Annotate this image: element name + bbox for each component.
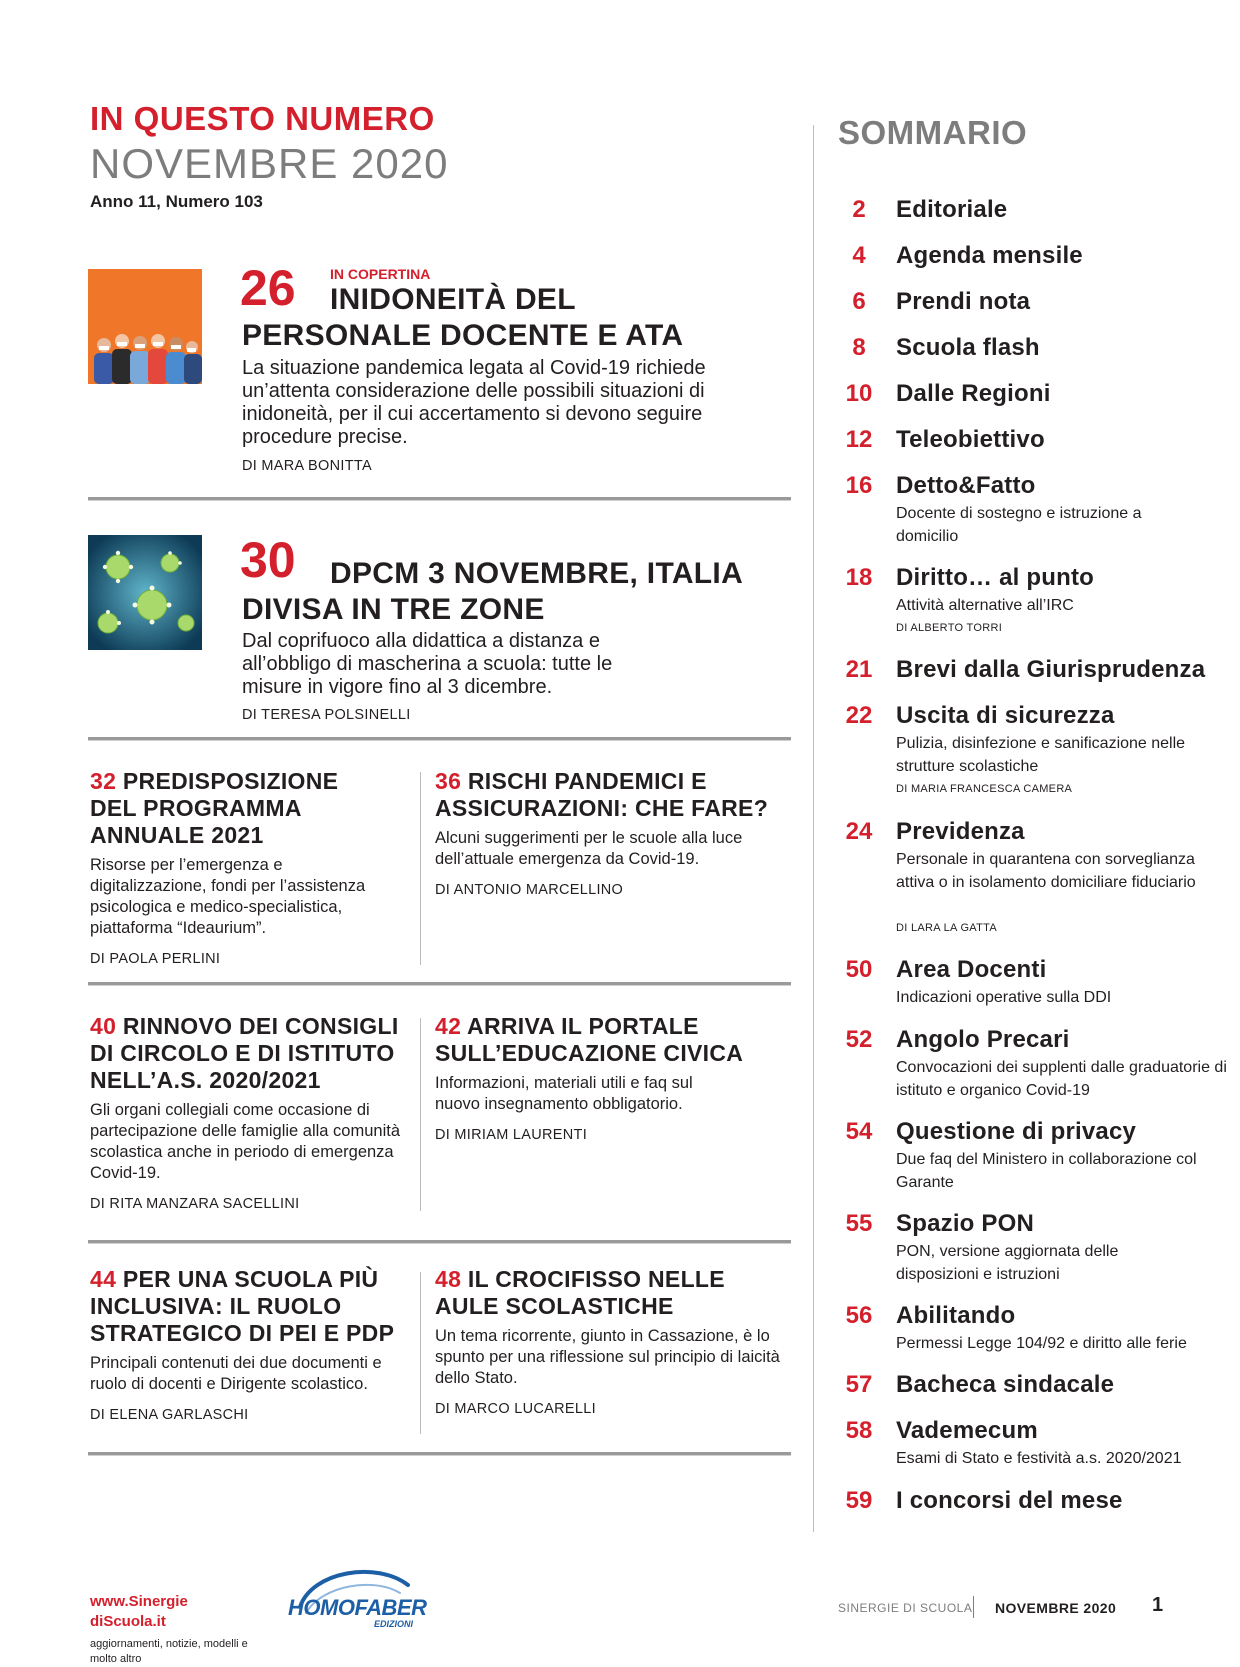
sommario-item-title: Bacheca sindacale — [896, 1371, 1115, 1398]
cover-author: DI MARA BONITTA — [242, 458, 372, 474]
cover-title-line1[interactable]: INIDONEITÀ DEL — [330, 283, 576, 316]
article-title-line1: RISCHI PANDEMICI E — [467, 768, 707, 794]
issue-month: NOVEMBRE 2020 — [90, 140, 449, 187]
sommario-item-desc: Permessi Legge 104/92 e diritto alle ferie — [896, 1335, 1187, 1352]
cover-title-line2[interactable]: PERSONALE DOCENTE E ATA — [242, 319, 684, 352]
article-author: DI ELENA GARLASCHI — [90, 1407, 249, 1423]
sommario-page: 58 — [845, 1417, 873, 1444]
sommario-item-title: Scuola flash — [896, 334, 1040, 361]
article-title-line2: AULE SCOLASTICHE — [435, 1293, 674, 1319]
sommario-item-title: Vademecum — [896, 1417, 1038, 1444]
article-title-line1: RINNOVO DEI CONSIGLI — [122, 1013, 399, 1039]
feature-lead: Dal coprifuoco alla didattica a distanza e all’obbligo di mascherina a scuola: tutte le misure in vigore fino al 3 dicembre. — [242, 630, 613, 698]
column-divider — [420, 1018, 421, 1211]
article-title-line1: PER UNA SCUOLA PIÙ — [122, 1266, 379, 1292]
sommario-item-desc: Docente di sostegno e istruzione a domicilio — [896, 505, 1142, 545]
article-summary: Principali contenuti dei due documenti e ruolo di docenti e Dirigente scolastico. — [90, 1354, 382, 1393]
sommario-item-title: Previdenza — [896, 818, 1025, 845]
article-summary: Gli organi collegiali come occasione di partecipazione delle famiglie alla comunità scolastica anche in periodo di emergenza Covid-19. — [90, 1101, 401, 1182]
article-author: DI PAOLA PERLINI — [90, 951, 221, 967]
article-page-number: 44 — [90, 1266, 117, 1292]
sommario-item-title: Detto&Fatto — [896, 472, 1036, 499]
article-title-line2: ASSICURAZIONI: CHE FARE? — [435, 795, 769, 821]
sommario-page: 21 — [845, 656, 873, 683]
article-page-number: 32 — [90, 768, 117, 794]
sidebar-divider — [813, 125, 814, 1532]
sommario-item-title: Angolo Precari — [896, 1026, 1070, 1053]
sommario-item-title: Spazio PON — [896, 1210, 1035, 1237]
sommario-item-desc: Indicazioni operative sulla DDI — [896, 989, 1112, 1006]
magazine-name: SINERGIE DI SCUOLA — [838, 1601, 973, 1615]
feature-title-line2[interactable]: DIVISA IN TRE ZONE — [242, 593, 545, 626]
feature-illustration[interactable] — [88, 535, 202, 650]
sommario-item-author: DI MARIA FRANCESCA CAMERA — [896, 783, 1073, 795]
sommario-page: 55 — [845, 1210, 873, 1237]
sommario-page: 57 — [845, 1371, 873, 1398]
column-divider — [420, 772, 421, 965]
article-summary: Alcuni suggerimenti per le scuole alla luce dell’attuale emergenza da Covid-19. — [435, 829, 743, 868]
people-masks-icon — [88, 269, 202, 384]
section-divider — [88, 1452, 791, 1456]
sommario-item-desc: PON, versione aggiornata delle disposizioni e istruzioni — [896, 1243, 1119, 1283]
sommario-item-desc: Due faq del Ministero in collaborazione col Garante — [896, 1151, 1197, 1191]
feature-author: DI TERESA POLSINELLI — [242, 707, 411, 723]
article-page-number: 40 — [90, 1013, 117, 1039]
sommario-page: 4 — [852, 242, 866, 269]
page-number: 1 — [1152, 1594, 1164, 1616]
section-divider — [88, 1240, 791, 1244]
sommario-page: 24 — [845, 818, 873, 845]
article-title-line1: PREDISPOSIZIONE — [122, 768, 339, 794]
sommario-page: 8 — [852, 334, 866, 361]
sommario-item-author: DI ALBERTO TORRI — [896, 622, 1003, 634]
article-page-number: 36 — [435, 768, 462, 794]
publisher-name: HOMOFABER — [288, 1595, 427, 1620]
sommario-page: 54 — [845, 1118, 873, 1145]
sommario-page: 10 — [845, 380, 873, 407]
article-author: DI MARCO LUCARELLI — [435, 1401, 596, 1417]
section-divider — [88, 497, 791, 501]
sommario-page: 6 — [852, 288, 866, 315]
virus-icon — [88, 535, 202, 650]
sommario-item-title: Teleobiettivo — [896, 426, 1045, 453]
publisher-subname: EDIZIONI — [374, 1619, 414, 1629]
sommario-item-desc: Convocazioni dei supplenti dalle graduatorie di istituto e organico Covid-19 — [896, 1059, 1227, 1099]
website-link[interactable]: www.Sinergie — [90, 1593, 188, 1610]
sommario-item-title: Dalle Regioni — [896, 380, 1051, 407]
footer-month: NOVEMBRE 2020 — [995, 1600, 1117, 1616]
section-divider — [88, 982, 791, 986]
cover-lead: La situazione pandemica legata al Covid-19 richiede un’attenta considerazione delle possibili situazioni di inidoneità, per il cui accertamento si devono seguire procedure precise. — [242, 357, 706, 448]
sommario-item-title: Abilitando — [896, 1302, 1016, 1329]
cover-label: IN COPERTINA — [330, 266, 431, 282]
publisher-logo — [282, 1563, 427, 1633]
sommario-item-title: Prendi nota — [896, 288, 1031, 315]
sommario-item-title: Uscita di sicurezza — [896, 702, 1115, 729]
sommario-item-title: Diritto… al punto — [896, 564, 1095, 591]
article-title-line2: DEL PROGRAMMA — [90, 795, 302, 821]
sommario-title: SOMMARIO — [838, 114, 1028, 151]
article-card[interactable] — [435, 768, 775, 898]
sommario-item-title: I concorsi del mese — [896, 1487, 1123, 1514]
issue-number: Anno 11, Numero 103 — [90, 192, 263, 211]
article-card[interactable] — [435, 1013, 775, 1143]
article-title-line1: ARRIVA IL PORTALE — [467, 1013, 699, 1039]
article-title-line2: INCLUSIVA: IL RUOLO — [90, 1293, 342, 1319]
feature-page-number: 30 — [240, 532, 296, 588]
issue-kicker: IN QUESTO NUMERO — [90, 100, 435, 137]
article-page-number: 42 — [435, 1013, 462, 1039]
sommario-page: 16 — [845, 472, 873, 499]
sommario-item-title: Brevi dalla Giurisprudenza — [896, 656, 1206, 683]
cover-page-number: 26 — [240, 260, 296, 316]
section-divider — [88, 737, 791, 741]
article-card[interactable] — [90, 1013, 415, 1212]
article-title-line2: SULL’EDUCAZIONE CIVICA — [435, 1040, 744, 1066]
sommario-page: 59 — [845, 1487, 873, 1514]
sommario-item-title: Questione di privacy — [896, 1118, 1137, 1145]
article-author: DI ANTONIO MARCELLINO — [435, 882, 624, 898]
article-author: DI MIRIAM LAURENTI — [435, 1127, 588, 1143]
sommario-page: 50 — [845, 956, 873, 983]
sommario-item-title: Editoriale — [896, 196, 1008, 223]
sommario-item-desc: Attività alternative all’IRC — [896, 597, 1074, 614]
article-title-line2: DI CIRCOLO E DI ISTITUTO — [90, 1040, 395, 1066]
sommario-page: 52 — [845, 1026, 873, 1053]
sommario-item-desc: Pulizia, disinfezione e sanificazione nelle strutture scolastiche — [896, 735, 1186, 775]
sommario-item-title: Area Docenti — [896, 956, 1047, 983]
article-title-line1: IL CROCIFISSO NELLE — [467, 1266, 725, 1292]
website-link-continued[interactable]: diScuola.it — [90, 1613, 166, 1630]
sommario-item-title: Agenda mensile — [896, 242, 1083, 269]
feature-title-line1[interactable]: DPCM 3 NOVEMBRE, ITALIA — [330, 557, 744, 590]
footer-separator — [973, 1596, 974, 1618]
article-author: DI RITA MANZARA SACELLINI — [90, 1196, 300, 1212]
article-page-number: 48 — [435, 1266, 462, 1292]
website-tagline: aggiornamenti, notizie, modelli e molto altro — [90, 1638, 248, 1665]
article-card[interactable] — [90, 768, 410, 967]
article-summary: Risorse per l’emergenza e digitalizzazione, fondi per l’assistenza psicologica e medico-specialistica, piattaforma “Ideaurium”. — [90, 856, 366, 937]
sommario-page: 12 — [845, 426, 873, 453]
article-title-line3: ANNUALE 2021 — [90, 822, 264, 848]
column-divider — [420, 1272, 421, 1434]
article-card[interactable] — [435, 1266, 780, 1417]
sommario-item-author: DI LARA LA GATTA — [896, 922, 997, 934]
cover-illustration[interactable] — [88, 269, 202, 384]
article-title-line3: STRATEGICO DI PEI E PDP — [90, 1320, 395, 1346]
article-summary: Informazioni, materiali utili e faq sul nuovo insegnamento obbligatorio. — [435, 1074, 693, 1113]
sommario-page: 2 — [852, 196, 866, 223]
article-card[interactable] — [90, 1266, 415, 1423]
sommario-page: 56 — [845, 1302, 873, 1329]
sommario-page: 18 — [845, 564, 873, 591]
sommario-item-desc: Esami di Stato e festività a.s. 2020/2021 — [896, 1450, 1182, 1467]
article-title-line3: NELL’A.S. 2020/2021 — [90, 1067, 321, 1093]
article-summary: Un tema ricorrente, giunto in Cassazione, è lo spunto per una riflessione sul principio di laicità dello Stato. — [435, 1327, 780, 1387]
sommario-item-desc: Personale in quarantena con sorveglianza attiva o in isolamento domiciliare fiduciario — [896, 851, 1196, 891]
sommario-page: 22 — [845, 702, 873, 729]
